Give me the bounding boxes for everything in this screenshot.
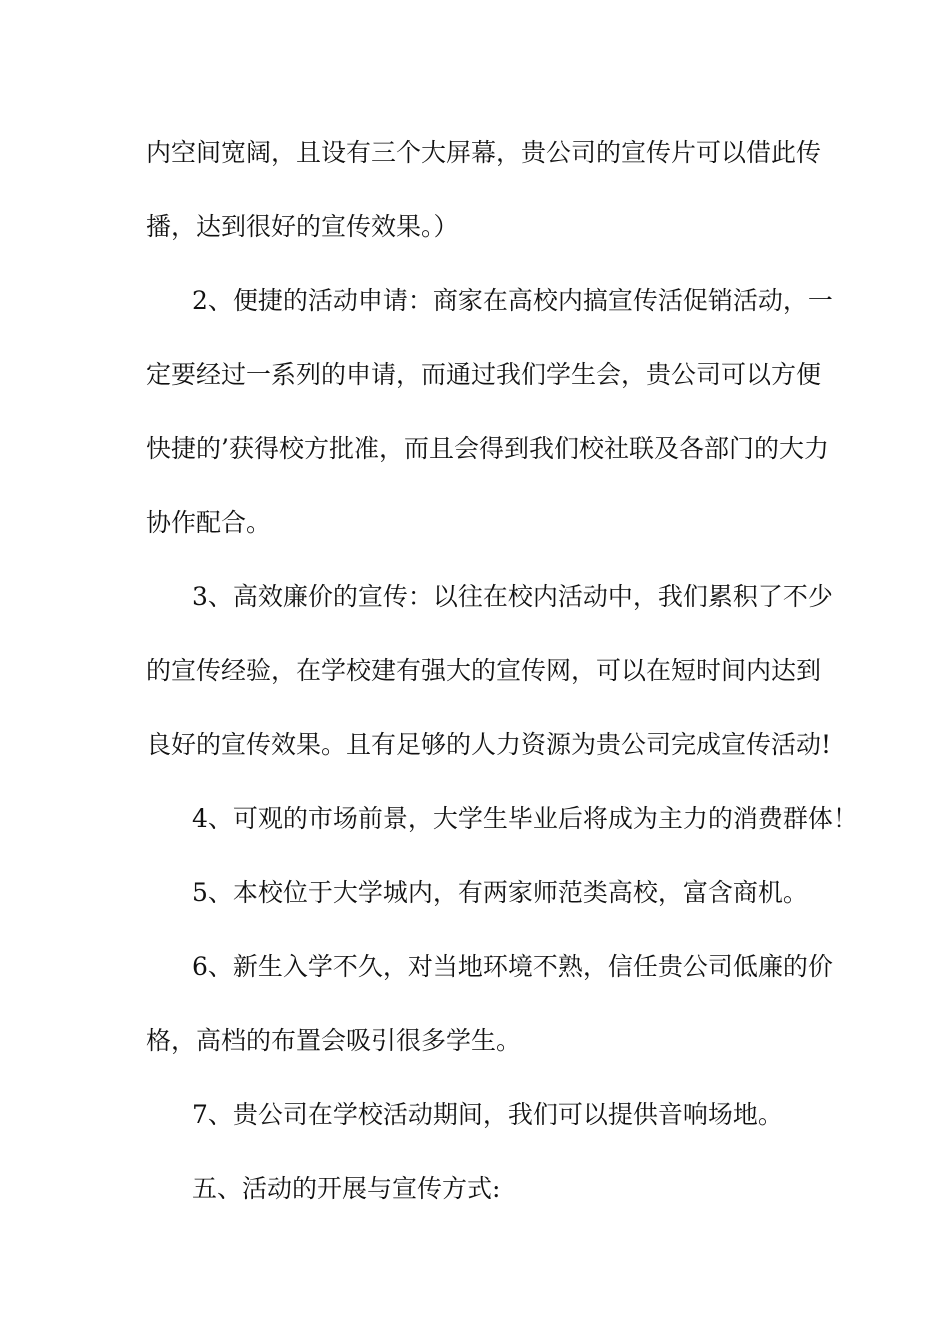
text-line: 格，高档的布置会吸引很多学生。	[146, 1026, 522, 1055]
list-item-4: 4、可观的市场前景，大学生毕业后将成为主力的消费群体！	[192, 804, 858, 833]
text-line: 定要经过一系列的申请，而通过我们学生会，贵公司可以方便	[146, 360, 822, 389]
text-line: 播，达到很好的宣传效果。）	[146, 212, 459, 241]
section-heading: 五、活动的开展与宣传方式:	[192, 1174, 501, 1203]
list-item-7: 7、贵公司在学校活动期间，我们可以提供音响场地。	[192, 1100, 783, 1129]
text-line: 良好的宣传效果。且有足够的人力资源为贵公司完成宣传活动!	[146, 730, 832, 759]
list-item-5: 5、本校位于大学城内，有两家师范类高校，富含商机。	[192, 878, 808, 907]
text-line: 快捷的’获得校方批准，而且会得到我们校社联及各部门的大力	[146, 434, 829, 463]
text-line: 内空间宽阔，且设有三个大屏幕，贵公司的宣传片可以借此传	[146, 138, 822, 167]
list-item-2: 2、便捷的活动申请：商家在高校内搞宣传活促销活动，一	[192, 286, 833, 315]
list-item-3: 3、高效廉价的宣传：以往在校内活动中，我们累积了不少	[192, 582, 833, 611]
text-line: 协作配合。	[146, 508, 272, 537]
list-item-6: 6、新生入学不久，对当地环境不熟，信任贵公司低廉的价	[192, 952, 833, 981]
text-line: 的宣传经验，在学校建有强大的宣传网，可以在短时间内达到	[146, 656, 822, 685]
